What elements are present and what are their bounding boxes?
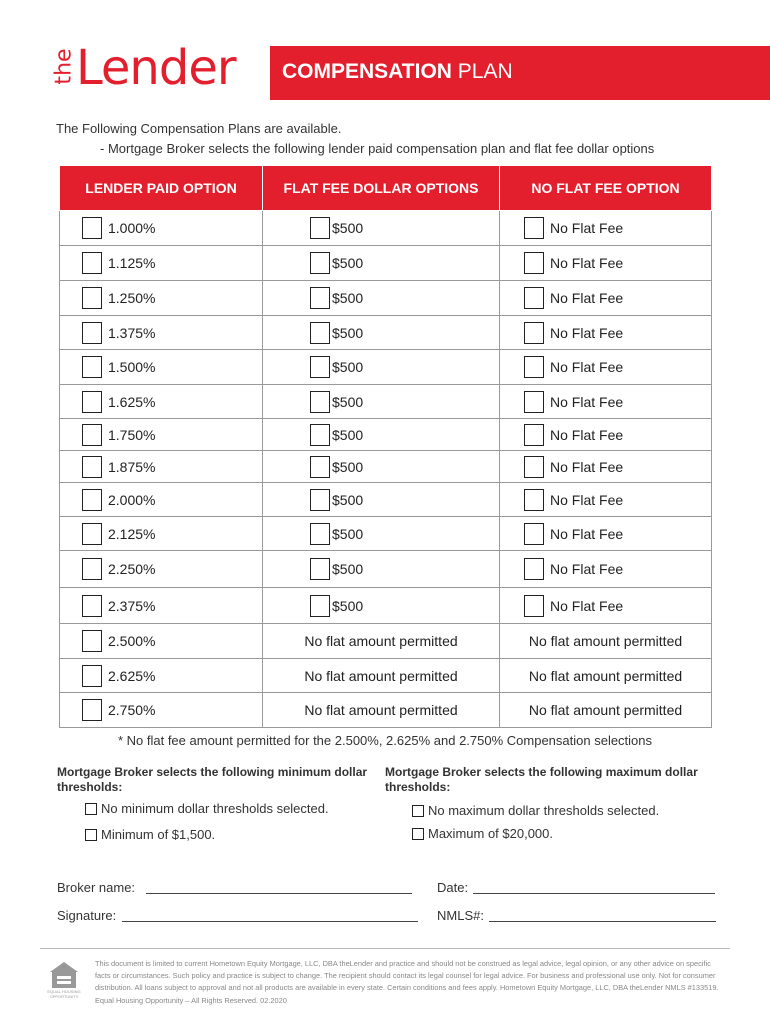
date-label: Date: xyxy=(437,880,469,895)
no-flat-fee-cell xyxy=(500,588,712,624)
lender-paid-rate: 2.750% xyxy=(108,702,156,718)
eho-text-1: EQUAL HOUSING xyxy=(47,989,81,994)
max-option-none[interactable] xyxy=(412,803,659,818)
min-none-label: No minimum dollar thresholds selected. xyxy=(101,801,329,816)
lender-paid-rate: 1.375% xyxy=(108,324,156,341)
flat-fee-text: No flat amount permitted xyxy=(304,633,458,649)
lender-paid-checkbox[interactable] xyxy=(82,252,102,274)
lender-paid-checkbox[interactable] xyxy=(82,699,102,721)
eho-text-2: OPPORTUNITY xyxy=(49,994,79,999)
lender-paid-checkbox[interactable] xyxy=(82,595,102,617)
lender-paid-checkbox[interactable] xyxy=(82,287,102,309)
signature-label: Signature: xyxy=(57,908,117,923)
flat-fee-amount: $500 xyxy=(332,561,364,577)
no-flat-fee-cell xyxy=(500,419,712,451)
signature-field[interactable] xyxy=(122,921,418,922)
table-row xyxy=(60,350,712,385)
lender-paid-rate: 1.500% xyxy=(108,359,156,375)
no-flat-fee-checkbox[interactable] xyxy=(524,252,544,274)
lender-paid-checkbox[interactable] xyxy=(82,558,102,580)
lender-paid-rate: 2.125% xyxy=(108,525,156,542)
flat-fee-checkbox[interactable] xyxy=(310,424,330,446)
broker-name-field[interactable] xyxy=(146,893,412,894)
lender-paid-rate: 2.625% xyxy=(108,667,156,684)
header-no-flat-fee: NO FLAT FEE OPTION xyxy=(500,166,712,211)
table-row xyxy=(60,483,712,517)
lender-paid-checkbox[interactable] xyxy=(82,489,102,511)
lender-paid-cell xyxy=(60,211,263,246)
title-bold: COMPENSATION xyxy=(282,60,452,83)
header-lender-paid: LENDER PAID OPTION xyxy=(60,166,263,211)
min-none-checkbox[interactable] xyxy=(85,803,97,815)
max-option-20000[interactable] xyxy=(412,826,553,841)
no-flat-fee-label: No Flat Fee xyxy=(550,290,624,306)
intro-line-2: - Mortgage Broker selects the following lender paid compensation plan and flat fee dollar options xyxy=(100,141,655,156)
equal-housing-icon xyxy=(46,960,82,1000)
intro-line-1: The Following Compensation Plans are available. xyxy=(56,121,342,136)
max-none-label: No maximum dollar thresholds selected. xyxy=(428,803,660,818)
lender-paid-checkbox[interactable] xyxy=(82,322,102,344)
no-flat-fee-cell xyxy=(500,693,712,728)
flat-fee-amount: $500 xyxy=(332,359,364,375)
lender-paid-rate: 1.000% xyxy=(108,220,156,236)
lender-paid-checkbox[interactable] xyxy=(82,456,102,478)
disclaimer-text: This document is limited to current Hometown Equity Mortgage, LLC, DBA theLender and practice and should not be construed as legal advice, legal opinion, or any other advice on specific facts or circumstances. Such policy and practice is subject to change. The recipient should contact its legal counsel for legal advice. For business and professional use only. Not for consumer distribution. All loans subject to approval and not all products are available in every state. Certain conditions and fees apply. Hometown Equity Mortgage, LLC, DBA theLender NMLS #133519. Equal Housing Opportunity – All Rights Reserved. 02.2020 xyxy=(95,959,719,1005)
flat-fee-amount: $500 xyxy=(332,290,364,306)
flat-fee-amount: $500 xyxy=(332,393,364,410)
table-row xyxy=(60,659,712,693)
max-20000-label: Maximum of $20,000. xyxy=(428,826,554,841)
no-flat-fee-label: No Flat Fee xyxy=(550,525,624,542)
lender-paid-cell xyxy=(60,588,263,624)
broker-name-label: Broker name: xyxy=(57,880,136,895)
logo-lender: Lender xyxy=(76,40,236,96)
no-flat-fee-text: No flat amount permitted xyxy=(528,702,683,718)
no-flat-fee-checkbox[interactable] xyxy=(524,322,544,344)
no-flat-fee-checkbox[interactable] xyxy=(524,287,544,309)
max-none-checkbox[interactable] xyxy=(412,805,424,817)
no-flat-fee-label: No Flat Fee xyxy=(550,491,624,508)
no-flat-fee-checkbox[interactable] xyxy=(524,217,544,239)
min-option-none[interactable] xyxy=(85,801,329,816)
flat-fee-text: No flat amount permitted xyxy=(304,702,458,718)
lender-paid-cell xyxy=(60,316,263,350)
no-flat-fee-checkbox[interactable] xyxy=(524,558,544,580)
nmls-field[interactable] xyxy=(489,921,716,922)
no-flat-fee-cell xyxy=(500,316,712,350)
flat-fee-checkbox[interactable] xyxy=(310,489,330,511)
flat-fee-checkbox[interactable] xyxy=(310,322,330,344)
no-flat-fee-checkbox[interactable] xyxy=(524,356,544,378)
flat-fee-cell xyxy=(263,451,500,483)
table-row xyxy=(60,624,712,659)
no-flat-fee-checkbox[interactable] xyxy=(524,489,544,511)
table-row xyxy=(60,281,712,316)
no-flat-fee-cell xyxy=(500,483,712,517)
table-row xyxy=(60,211,712,246)
table-row xyxy=(60,551,712,588)
lender-paid-checkbox[interactable] xyxy=(82,630,102,652)
flat-fee-cell xyxy=(263,693,500,728)
no-flat-fee-label: No Flat Fee xyxy=(550,393,624,410)
no-flat-fee-cell xyxy=(500,451,712,483)
flat-fee-cell xyxy=(263,281,500,316)
flat-fee-checkbox[interactable] xyxy=(310,252,330,274)
flat-fee-amount: $500 xyxy=(332,597,364,614)
table-row xyxy=(60,246,712,281)
no-flat-fee-label: No Flat Fee xyxy=(550,458,624,475)
title-light: PLAN xyxy=(451,60,513,83)
lender-paid-rate: 2.250% xyxy=(108,561,156,577)
flat-fee-amount: $500 xyxy=(332,525,364,542)
flat-fee-text: No flat amount permitted xyxy=(304,667,458,684)
footnote: * No flat fee amount permitted for the 2.500%, 2.625% and 2.750% Compensation selections xyxy=(117,733,653,748)
flat-fee-checkbox[interactable] xyxy=(310,217,330,239)
flat-fee-checkbox[interactable] xyxy=(310,558,330,580)
lender-paid-checkbox[interactable] xyxy=(82,665,102,687)
flat-fee-cell xyxy=(263,624,500,659)
no-flat-fee-checkbox[interactable] xyxy=(524,391,544,413)
no-flat-fee-checkbox[interactable] xyxy=(524,456,544,478)
no-flat-fee-cell xyxy=(500,350,712,385)
title-banner xyxy=(270,46,770,100)
table-row xyxy=(60,419,712,451)
no-flat-fee-label: No Flat Fee xyxy=(550,597,624,614)
no-flat-fee-label: No Flat Fee xyxy=(550,561,624,577)
flat-fee-cell xyxy=(263,211,500,246)
lender-paid-cell xyxy=(60,483,263,517)
flat-fee-amount: $500 xyxy=(332,255,364,271)
no-flat-fee-label: No Flat Fee xyxy=(550,426,624,443)
lender-paid-cell xyxy=(60,517,263,551)
min-1500-label: Minimum of $1,500. xyxy=(101,827,216,842)
max-threshold-heading: Mortgage Broker selects the following maximum dollar thresholds: xyxy=(385,765,698,794)
flat-fee-amount: $500 xyxy=(332,324,364,341)
lender-paid-rate: 2.375% xyxy=(108,597,156,614)
lender-paid-cell xyxy=(60,693,263,728)
lender-paid-checkbox[interactable] xyxy=(82,424,102,446)
no-flat-fee-label: No Flat Fee xyxy=(550,220,624,236)
table-row xyxy=(60,517,712,551)
lender-paid-rate: 1.125% xyxy=(108,255,156,271)
nmls-label: NMLS#: xyxy=(437,908,484,923)
table-row xyxy=(60,316,712,350)
no-flat-fee-cell xyxy=(500,517,712,551)
lender-paid-checkbox[interactable] xyxy=(82,217,102,239)
no-flat-fee-checkbox[interactable] xyxy=(524,595,544,617)
min-threshold-heading: Mortgage Broker selects the following minimum dollar thresholds: xyxy=(57,765,368,794)
max-20000-checkbox[interactable] xyxy=(412,828,424,840)
lender-paid-checkbox[interactable] xyxy=(82,391,102,413)
flat-fee-cell xyxy=(263,316,500,350)
flat-fee-cell xyxy=(263,588,500,624)
table-row xyxy=(60,588,712,624)
flat-fee-checkbox[interactable] xyxy=(310,356,330,378)
flat-fee-cell xyxy=(263,419,500,451)
flat-fee-cell xyxy=(263,350,500,385)
lender-paid-rate: 1.250% xyxy=(108,290,156,306)
logo-the: the xyxy=(51,48,77,85)
lender-paid-rate: 1.875% xyxy=(108,458,156,475)
page-title xyxy=(282,60,513,84)
flat-fee-amount: $500 xyxy=(332,220,364,236)
lender-paid-checkbox[interactable] xyxy=(82,356,102,378)
lender-paid-cell xyxy=(60,551,263,588)
flat-fee-checkbox[interactable] xyxy=(310,391,330,413)
table-row xyxy=(60,693,712,728)
lender-paid-checkbox[interactable] xyxy=(82,523,102,545)
flat-fee-amount: $500 xyxy=(332,491,364,508)
flat-fee-cell xyxy=(263,517,500,551)
lender-paid-rate: 1.625% xyxy=(108,393,156,410)
no-flat-fee-label: No Flat Fee xyxy=(550,255,624,271)
lender-paid-rate: 2.500% xyxy=(108,633,156,649)
flat-fee-cell xyxy=(263,659,500,693)
no-flat-fee-checkbox[interactable] xyxy=(524,424,544,446)
date-field[interactable] xyxy=(473,893,715,894)
lender-paid-rate: 2.000% xyxy=(108,491,156,508)
flat-fee-cell xyxy=(263,483,500,517)
no-flat-fee-label: No Flat Fee xyxy=(550,359,624,375)
footer-divider xyxy=(40,948,730,949)
no-flat-fee-cell xyxy=(500,624,712,659)
lender-paid-cell xyxy=(60,659,263,693)
lender-paid-cell xyxy=(60,246,263,281)
no-flat-fee-cell xyxy=(500,211,712,246)
no-flat-fee-cell xyxy=(500,246,712,281)
flat-fee-checkbox[interactable] xyxy=(310,595,330,617)
lender-paid-cell xyxy=(60,385,263,419)
lender-paid-rate: 1.750% xyxy=(108,426,156,443)
lender-paid-cell xyxy=(60,281,263,316)
no-flat-fee-cell xyxy=(500,659,712,693)
flat-fee-checkbox[interactable] xyxy=(310,287,330,309)
no-flat-fee-text: No flat amount permitted xyxy=(528,667,683,684)
no-flat-fee-label: No Flat Fee xyxy=(550,324,624,341)
lender-paid-cell xyxy=(60,419,263,451)
no-flat-fee-cell xyxy=(500,281,712,316)
no-flat-fee-checkbox[interactable] xyxy=(524,523,544,545)
lender-paid-cell xyxy=(60,350,263,385)
flat-fee-amount: $500 xyxy=(332,458,364,475)
compensation-table xyxy=(59,165,712,728)
no-flat-fee-text: No flat amount permitted xyxy=(528,633,683,649)
flat-fee-cell xyxy=(263,551,500,588)
no-flat-fee-cell xyxy=(500,385,712,419)
table-header-row xyxy=(60,166,712,211)
no-flat-fee-cell xyxy=(500,551,712,588)
header-flat-fee: FLAT FEE DOLLAR OPTIONS xyxy=(263,166,500,211)
flat-fee-checkbox[interactable] xyxy=(310,523,330,545)
flat-fee-cell xyxy=(263,246,500,281)
lender-paid-cell xyxy=(60,624,263,659)
table-row xyxy=(60,451,712,483)
table-row xyxy=(60,385,712,419)
flat-fee-cell xyxy=(263,385,500,419)
lender-paid-cell xyxy=(60,451,263,483)
min-1500-checkbox[interactable] xyxy=(85,829,97,841)
min-option-1500[interactable] xyxy=(85,827,215,842)
flat-fee-amount: $500 xyxy=(332,426,364,443)
flat-fee-checkbox[interactable] xyxy=(310,456,330,478)
